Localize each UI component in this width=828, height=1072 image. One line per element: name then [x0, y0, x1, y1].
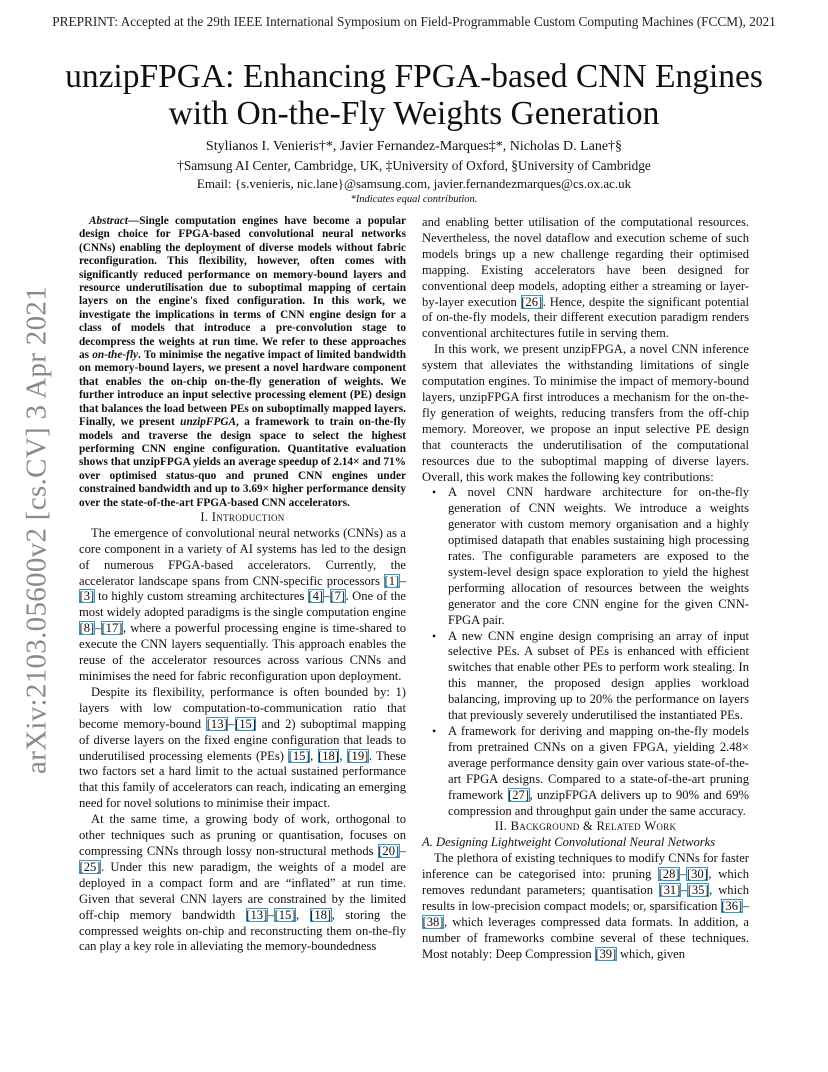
author-list: Stylianos I. Venieris†*, Javier Fernandez-Marques‡*, Nicholas D. Lane†§	[205, 139, 623, 154]
abstract-label: Abstract	[89, 215, 128, 227]
citation-link[interactable]: [1]	[384, 573, 400, 588]
citation-link[interactable]: [18]	[318, 748, 339, 763]
section-heading-introduction: I. Introduction	[200, 509, 285, 524]
subsection-heading: A. Designing Lightweight Convolutional Neural Networks	[422, 835, 716, 850]
bullet-icon: •	[432, 724, 437, 738]
abstract: Abstract—Single computation engines have become a popular design choice for FPGA-based convolutional neural networks (CNNs) enabling the deployment of diverse models without fabric reconfiguration. This flexibility, however, often comes with significantly reduced performance on memory-bound layers and resource underutilisation due to suboptimal mapping of certain layers on the engine's fixed configuration. In this work, we investigate the implications in terms of CNN engine design for a class of models that introduce a pre-convolution stage to decompress the weights at run time. We refer to these approaches as on-the-fly. To minimise the negative impact of limited bandwidth on memory-bound layers, we present a novel hardware component that enables the on-chip on-the-fly generation of weights. We further introduce an input selective processing element (PE) design that balances the load between PEs on suboptimally mapped layers. Finally, we present unzipFPGA, a framework to train on-the-fly models and traverse the design space to select the highest performing CNN engine configuration. Quantitative evaluation shows that unzipFPGA yields an average speedup of 2.14× and 71% over optimised status-quo and pruned CNN engines under constrained bandwidth and up to 3.69× higher performance density over the state-of-the-art FPGA-based CNN accelerators.	[79, 215, 406, 509]
left-column	[79, 215, 406, 955]
citation-link[interactable]: [17]	[101, 621, 123, 636]
author-emails: Email: {s.venieris, nic.lane}@samsung.com, javier.fernandezmarques@cs.ox.ac.uk	[196, 176, 632, 191]
citation-link[interactable]: [35]	[687, 883, 709, 898]
title-line-1: unzipFPGA: Enhancing FPGA-based CNN Engines	[65, 58, 763, 95]
intro-paragraph-3: At the same time, a growing body of work, orthogonal to other techniques such as pruning or quantisation, focuses on compressing CNNs through lossy non-structural methods [20]–[25]. Under this new paradigm, the weights of a model are deployed in a compact form and are “inflated” at run time. Given that several CNN layers are constrained by the limited off-chip memory bandwidth [13]–[15], [18], storing the compressed weights on-chip and reconstructing them on-the-fly can play a key role in alleviating the memory-boundedness	[79, 812, 407, 954]
citation-link[interactable]: [20]	[378, 843, 400, 858]
citation-link[interactable]: [19]	[347, 748, 369, 763]
bullet-icon: •	[432, 485, 437, 500]
citation-link[interactable]: [27]	[508, 787, 530, 802]
citation-link[interactable]: [15]	[235, 716, 256, 731]
section-heading-background: II. Background & Related Work	[494, 819, 677, 834]
contribution-item: • A framework for deriving and mapping on-the-fly models from pretrained CNNs on a given FPGA, yielding 2.48× average performance density gain over various state-of-the-art FPGA designs. Compared to a state-of-the-art pruning framework [27], unzipFPGA delivers up to 90% and 69% compression and throughput gain under the same accuracy.	[432, 724, 749, 818]
bullet-icon: •	[432, 628, 437, 643]
citation-link[interactable]: [30]	[686, 867, 708, 882]
citation-link[interactable]: [13]	[246, 907, 268, 922]
citation-link[interactable]: [8]	[79, 621, 95, 636]
preprint-note: PREPRINT: Accepted at the 29th IEEE International Symposium on Field-Programmable Custom Computing Machines (FCCM), 2021	[52, 14, 776, 29]
citation-link[interactable]: [25]	[79, 859, 101, 874]
equal-contribution-note: *Indicates equal contribution.	[350, 194, 478, 205]
citation-link[interactable]: [15]	[274, 907, 296, 922]
citation-link[interactable]: [18]	[310, 907, 332, 922]
citation-link[interactable]: [26]	[521, 294, 543, 309]
citation-link[interactable]: [39]	[595, 946, 617, 961]
arxiv-identifier: arXiv:2103.05600v2 [cs.CV] 3 Apr 2021	[20, 286, 53, 774]
contribution-item: • A novel CNN hardware architecture for on-the-fly generation of CNN weights. We introduce a weights generator with custom memory organisation and a highly optimised datapath that enables sustaining high processing rates. The configurable parameters are exposed to the system-level design space exploration to yield the highest performing allocation of resources between the weights generator and the core CNN engine for the given CNN-FPGA pair.	[432, 485, 749, 627]
citation-link[interactable]: [13]	[206, 716, 228, 731]
citation-link[interactable]: [4]	[308, 589, 324, 604]
citation-link[interactable]: [3]	[79, 589, 95, 604]
citation-link[interactable]: [7]	[330, 589, 346, 604]
intro-paragraph-4: In this work, we present unzipFPGA, a novel CNN inference system that alleviates the withstanding limitations of single computation engines. To minimise the impact of memory-bound layers, unzipFPGA first introduces a mechanism for the on-the-fly generation of weights, reducing transfers from the off-chip memory. Moreover, we propose an input selective PE design that counteracts the underutilisation of the computational resources due to the suboptimal mapping of diverse layers. Overall, this work makes the following key contributions:	[422, 342, 749, 484]
citation-link[interactable]: [38]	[422, 914, 444, 929]
intro-paragraph-1: The emergence of convolutional neural networks (CNNs) as a core component in a variety of AI systems has led to the design of numerous FPGA-based accelerators. Currently, the accelerator landscape spans from CNN-specific processors [1]–[3] to highly custom streaming architectures [4]–[7]. One of the most widely adopted paradigms is the single computation engine [8]–[17], where a powerful processing engine is time-shared to execute the CNN layers sequentially. This approach enables the reuse of the accelerator resources across various CNNs and minimises the need for fabric reconfiguration upon deployment.	[79, 525, 406, 683]
intro-paragraph-2: Despite its flexibility, performance is often bounded by: 1) layers with low computation-to-communication ratio that become memory-bound [13]–[15] and 2) suboptimal mapping of diverse layers on the fixed engine configuration that leads to underutilised processing elements (PEs) [15], [18], [19]. These two factors set a hard limit to the actual sustained performance that this family of accelerators can reach, indicating an emerging need for novel solutions to minimise their impact.	[79, 684, 407, 811]
right-column	[422, 215, 749, 963]
background-paragraph-1: The plethora of existing techniques to modify CNNs for faster inference can be categorised into: pruning [28]–[30], which removes redundant parameters; quantisation [31]–[35], which results in low-precision compact models; or, sparsification [36]–[38], which leverages compressed data formats. In addition, a number of frameworks combine several of these techniques. Most notably: Deep Compression [39] which, given	[422, 851, 749, 961]
contributions-list	[422, 485, 749, 819]
title-line-2: with On-the-Fly Weights Generation	[168, 95, 660, 132]
citation-link[interactable]: [28]	[658, 867, 680, 882]
affiliations: †Samsung AI Center, Cambridge, UK, ‡University of Oxford, §University of Cambridge	[177, 158, 651, 173]
citation-link[interactable]: [31]	[659, 883, 681, 898]
citation-link[interactable]: [36]	[721, 898, 743, 913]
paper-title	[60, 58, 768, 132]
contribution-item: • A new CNN engine design comprising an array of input selective PEs. A subset of PEs is enhanced with efficient switches that enable other PEs to perform work stealing. In this manner, the proposed design applies workload balancing, improving up to 20% the performance on layers that previously severely underutilised the instantiated PEs.	[432, 628, 749, 723]
citation-link[interactable]: [15]	[288, 748, 310, 763]
intro-continuation: and enabling better utilisation of the computational resources. Nevertheless, the novel dataflow and execution scheme of such models brings up a new challenge regarding their optimised mapping. Existing accelerators have been designed for conventional deep models, adopting either a streaming or layer-by-layer execution [26]. Hence, despite the significant potential of on-the-fly models, their different execution paradigm renders conventional architectures futile in serving them.	[422, 215, 749, 341]
